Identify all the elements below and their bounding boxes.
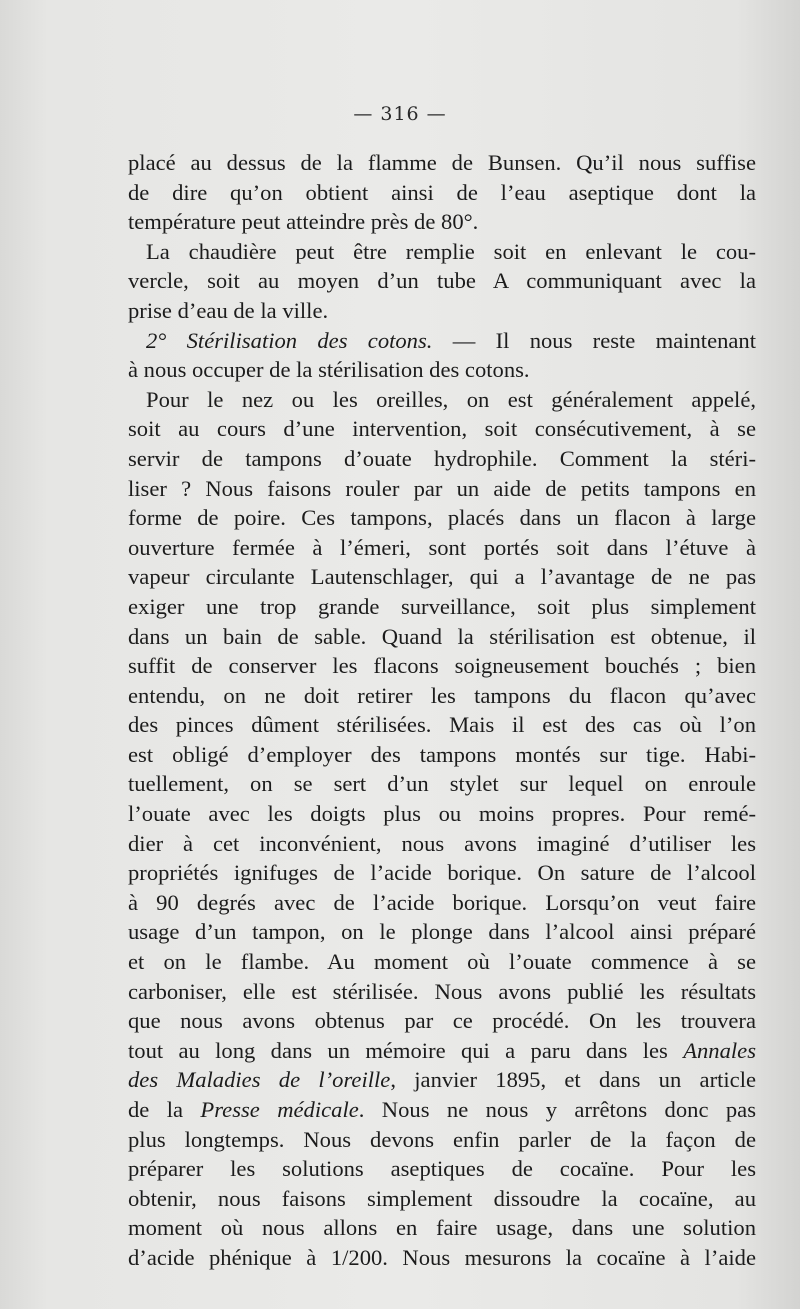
journal-title: des Maladies de l’oreille	[128, 1067, 391, 1093]
text-line: propriétés ignifuges de l’acide borique. On sature de l’alcool	[128, 860, 756, 886]
text-line: La chaudière peut être remplie soit en enlevant le cou-	[146, 238, 756, 264]
text-line: dier à cet inconvénient, nous avons imaginé d’utiliser les	[128, 830, 756, 856]
text-line: moment où nous allons en faire usage, dans une solution	[128, 1215, 756, 1241]
page-number: — 316 —	[353, 103, 447, 125]
text-line	[128, 1036, 756, 1066]
body-text	[128, 148, 756, 1273]
text-line: préparer les solutions aseptiques de cocaïne. Pour les	[128, 1156, 756, 1182]
text-fragment: — Il nous reste maintenant	[432, 327, 757, 353]
text-line	[128, 1065, 756, 1095]
text-line: usage d’un tampon, on le plonge dans l’alcool ainsi préparé	[128, 919, 756, 945]
text-line: et on le flambe. Au moment où l’ouate commence à se	[128, 949, 756, 975]
journal-title: Presse médicale	[200, 1097, 359, 1122]
text-line: l’ouate avec les doigts plus ou moins propres. Pour remé-	[128, 801, 756, 827]
text-line: que nous avons obtenus par ce procédé. On les trouvera	[128, 1008, 756, 1034]
section-heading: 2° Stérilisation des cotons.	[146, 327, 433, 353]
text-line: est obligé d’employer des tampons montés sur tige. Habi-	[128, 741, 756, 767]
text-line: tuellement, on se sert d’un stylet sur lequel on enroule	[128, 771, 756, 797]
text-line: entendu, on ne doit retirer les tampons du flacon qu’avec	[128, 682, 756, 708]
text-line: à 90 degrés avec de l’acide borique. Lorsqu’on veut faire	[128, 889, 756, 915]
text-line: plus longtemps. Nous devons enfin parler de la façon de	[128, 1126, 756, 1152]
text-line: des pinces dûment stérilisées. Mais il est des cas où l’on	[128, 712, 756, 738]
text-line: Pour le nez ou les oreilles, on est généralement appelé,	[146, 386, 756, 412]
text-fragment: . Nous ne nous y arrêtons donc pas	[358, 1097, 756, 1122]
text-line	[128, 1095, 756, 1125]
text-line: prise d’eau de la ville.	[128, 297, 329, 323]
text-line: ouverture fermée à l’émeri, sont portés soit dans l’étuve à	[128, 534, 756, 560]
text-line: liser ? Nous faisons rouler par un aide de petits tampons en	[128, 475, 756, 501]
text-line: vercle, soit au moyen d’un tube A communiquant avec la	[128, 268, 756, 294]
text-fragment: , janvier 1895, et dans un article	[390, 1067, 756, 1093]
text-line: dans un bain de sable. Quand la stérilisation est obtenue, il	[128, 623, 756, 649]
text-line: soit au cours d’une intervention, soit consécutivement, à se	[128, 416, 756, 442]
text-line: forme de poire. Ces tampons, placés dans un flacon à large	[128, 505, 756, 531]
text-line: carboniser, elle est stérilisée. Nous avons publié les résultats	[128, 978, 756, 1004]
text-line: d’acide phénique à 1/200. Nous mesurons la cocaïne à l’aide	[128, 1244, 756, 1270]
text-line: placé au dessus de la flamme de Bunsen. Qu’il nous suffise	[128, 150, 756, 175]
journal-title: Annales	[683, 1037, 756, 1063]
text-line: exiger une trop grande surveillance, soit plus simplement	[128, 593, 756, 619]
text-line: obtenir, nous faisons simplement dissoudre la cocaïne, au	[128, 1185, 756, 1211]
text-line: vapeur circulante Lautenschlager, qui a l’avantage de ne pas	[128, 564, 756, 590]
text-fragment: tout au long dans un mémoire qui a paru dans les	[128, 1037, 668, 1063]
text-line	[128, 326, 756, 356]
text-line: servir de tampons d’ouate hydrophile. Comment la stéri-	[128, 445, 756, 471]
text-line: température peut atteindre près de 80°.	[128, 209, 479, 235]
text-line: de dire qu’on obtient ainsi de l’eau aseptique dont la	[128, 179, 756, 205]
text-line: à nous occuper de la stérilisation des cotons.	[128, 357, 530, 383]
text-fragment: de la	[128, 1097, 201, 1122]
text-line: suffit de conserver les flacons soigneusement bouchés ; bien	[128, 653, 756, 679]
